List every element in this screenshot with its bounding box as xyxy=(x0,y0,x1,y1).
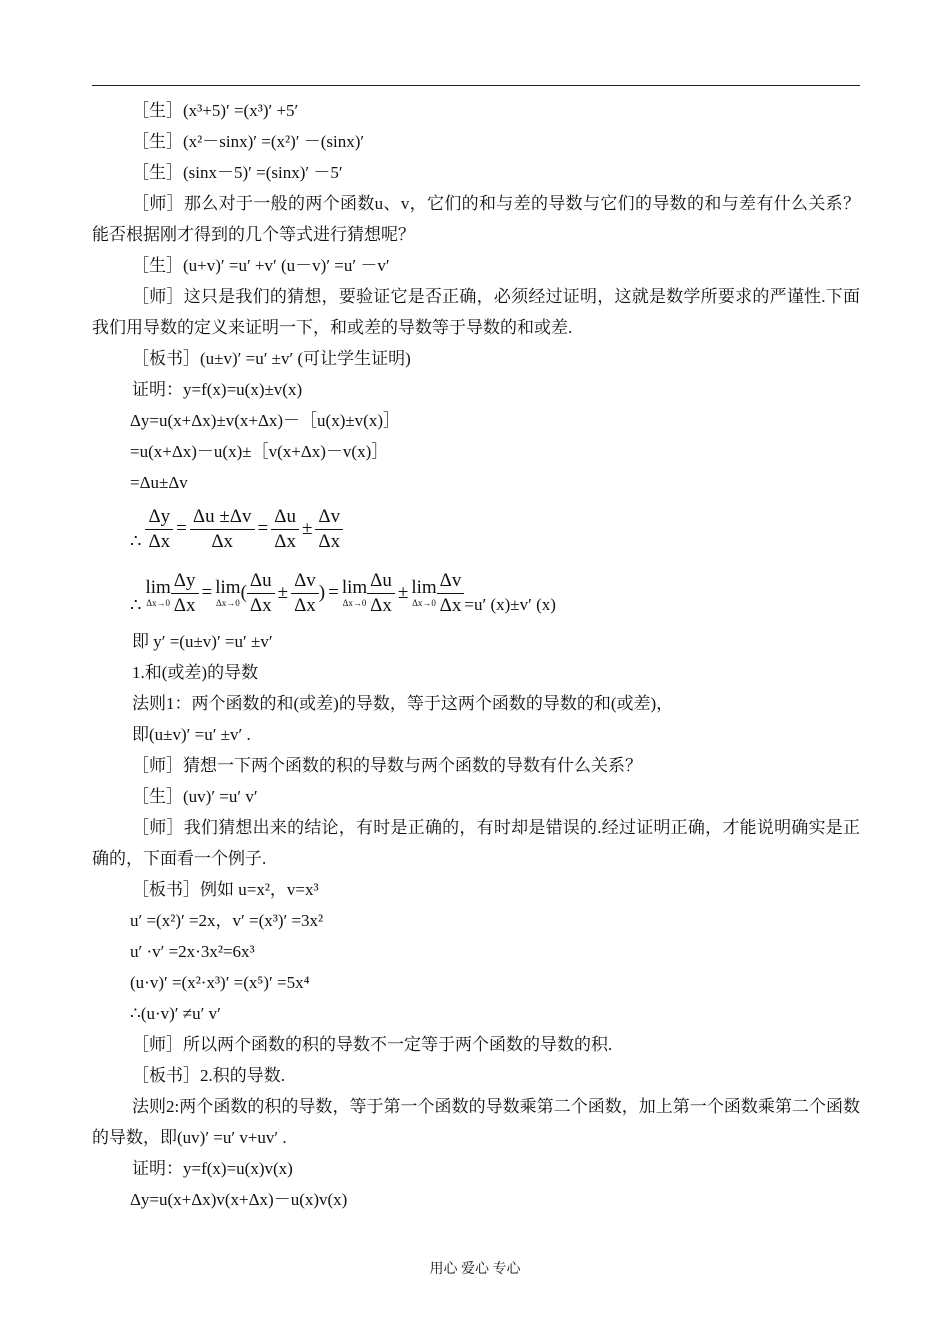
text-line: ［板书］例如 u=x²，v=x³ xyxy=(132,880,319,899)
text-line: ［生］(u+v)′ =u′ +v′ (u－v)′ =u′ －v′ xyxy=(132,256,390,275)
fraction: $\frac{\Delta u}{\Delta x}$ xyxy=(271,506,299,553)
section-heading: 1.和(或差)的导数 xyxy=(132,663,259,682)
fraction: $\frac{\Delta u \pm\Delta v}{\Delta x}$ xyxy=(190,506,255,553)
document-body xyxy=(92,95,860,1215)
page-footer: 用心 爱心 专心 xyxy=(429,1262,521,1277)
paragraph: ［师］那么对于一般的两个函数u、v，它们的和与差的导数与它们的导数的和与差有什么关系？能否根据刚才得到的几个等式进行猜想呢？ xyxy=(92,194,860,244)
text-line: Δy=u(x+Δx)v(x+Δx)－u(x)v(x) xyxy=(130,1190,348,1209)
fraction: $\frac{\Delta u}{\Delta x}$ xyxy=(367,570,395,617)
paragraph: ［师］我们猜想出来的结论，有时是正确的，有时却是错误的.经过证明正确，才能说明确实是正确的，下面看一个例子. xyxy=(92,818,860,868)
limit-equation: ∴ lim Δx→0 $\frac{\Delta y}{\Delta x}$ = lim Δx→0 ( $\frac{\Delta u}{\Delta x}$ ± $\frac{\Delta v}{\Delta x}$ ) = lim Δx→0 $\frac{\Delta u}{\Delta x}$ ± lim Δx→0 $\frac{\Delta v}{\Delta x}$ =u′ (x)±v′ (x) xyxy=(130,569,556,616)
header-rule xyxy=(92,85,860,86)
text-line: ［生］(uv)′ =u′ v′ xyxy=(132,787,258,806)
text-line: 法则1：两个函数的和(或差)的导数，等于这两个函数的导数的和(或差)， xyxy=(132,694,674,713)
fraction: $\frac{\Delta y}{\Delta x}$ xyxy=(145,506,173,553)
fraction: $\frac{\Delta v}{\Delta x}$ xyxy=(437,570,465,617)
text-line: (u·v)′ =(x²·x³)′ =(x⁵)′ =5x⁴ xyxy=(130,973,310,992)
fraction: $\frac{\Delta v}{\Delta x}$ xyxy=(291,570,319,617)
therefore-symbol: ∴ xyxy=(130,530,142,551)
text-line: 即 y′ =(u±v)′ =u′ ±v′ xyxy=(132,632,273,651)
limit-result: =u′ (x)±v′ (x) xyxy=(464,595,556,614)
fraction: $\frac{\Delta v}{\Delta x}$ xyxy=(315,506,343,553)
text-line: 证明：y=f(x)=u(x)±v(x) xyxy=(132,380,303,399)
text-line: ［生］(sinx－5)′ =(sinx)′ －5′ xyxy=(132,163,343,182)
text-line: =Δu±Δv xyxy=(130,473,188,492)
text-line: Δy=u(x+Δx)±v(x+Δx)－［u(x)±v(x)］ xyxy=(130,411,401,430)
text-line: ［师］猜想一下两个函数的积的导数与两个函数的导数有什么关系？ xyxy=(132,756,642,775)
text-line: 即(u±v)′ =u′ ±v′ . xyxy=(132,725,251,744)
paragraph: ［师］这只是我们的猜想，要验证它是否正确，必须经过证明，这就是数学所要求的严谨性.下面我们用导数的定义来证明一下，和或差的导数等于导数的和或差. xyxy=(92,287,860,337)
text-line: ［师］所以两个函数的积的导数不一定等于两个函数的导数的积. xyxy=(132,1035,613,1054)
text-line: ∴(u·v)′ ≠u′ v′ xyxy=(130,1004,221,1023)
text-line: u′ =(x²)′ =2x，v′ =(x³)′ =3x² xyxy=(130,911,324,930)
limit: lim Δx→0 xyxy=(341,577,368,608)
text-line: ［生］(x²－sinx)′ =(x²)′ －(sinx)′ xyxy=(132,132,365,151)
limit: lim Δx→0 xyxy=(145,577,171,608)
text-line: ［生］(x³+5)′ =(x³)′ +5′ xyxy=(132,101,299,120)
therefore-symbol: ∴ xyxy=(130,594,142,615)
text-line: =u(x+Δx)－u(x)±［v(x+Δx)－v(x)］ xyxy=(130,442,389,461)
text-line: u′ ·v′ =2x·3x²=6x³ xyxy=(130,942,255,961)
limit: lim Δx→0 xyxy=(215,577,241,608)
text-line: 证明：y=f(x)=u(x)v(x) xyxy=(132,1159,293,1178)
fraction: $\frac{\Delta y}{\Delta x}$ xyxy=(171,570,199,617)
fraction: $\frac{\Delta u}{\Delta x}$ xyxy=(247,570,275,617)
fraction-equation: ∴ $\frac{\Delta y}{\Delta x}$ = $\frac{\Delta u \pm\Delta v}{\Delta x}$ = $\frac{\Delta u}{\Delta x}$ ± $\frac{\Delta v}{\Delta x}$ xyxy=(92,498,860,560)
paragraph: 法则2:两个函数的积的导数，等于第一个函数的导数乘第二个函数，加上第一个函数乘第二个函数的导数，即(uv)′ =u′ v+uv′ . xyxy=(92,1097,860,1147)
text-line: ［板书］(u±v)′ =u′ ±v′ (可让学生证明) xyxy=(132,349,411,368)
limit: lim Δx→0 xyxy=(411,577,437,608)
text-line: ［板书］2.积的导数. xyxy=(132,1066,285,1085)
